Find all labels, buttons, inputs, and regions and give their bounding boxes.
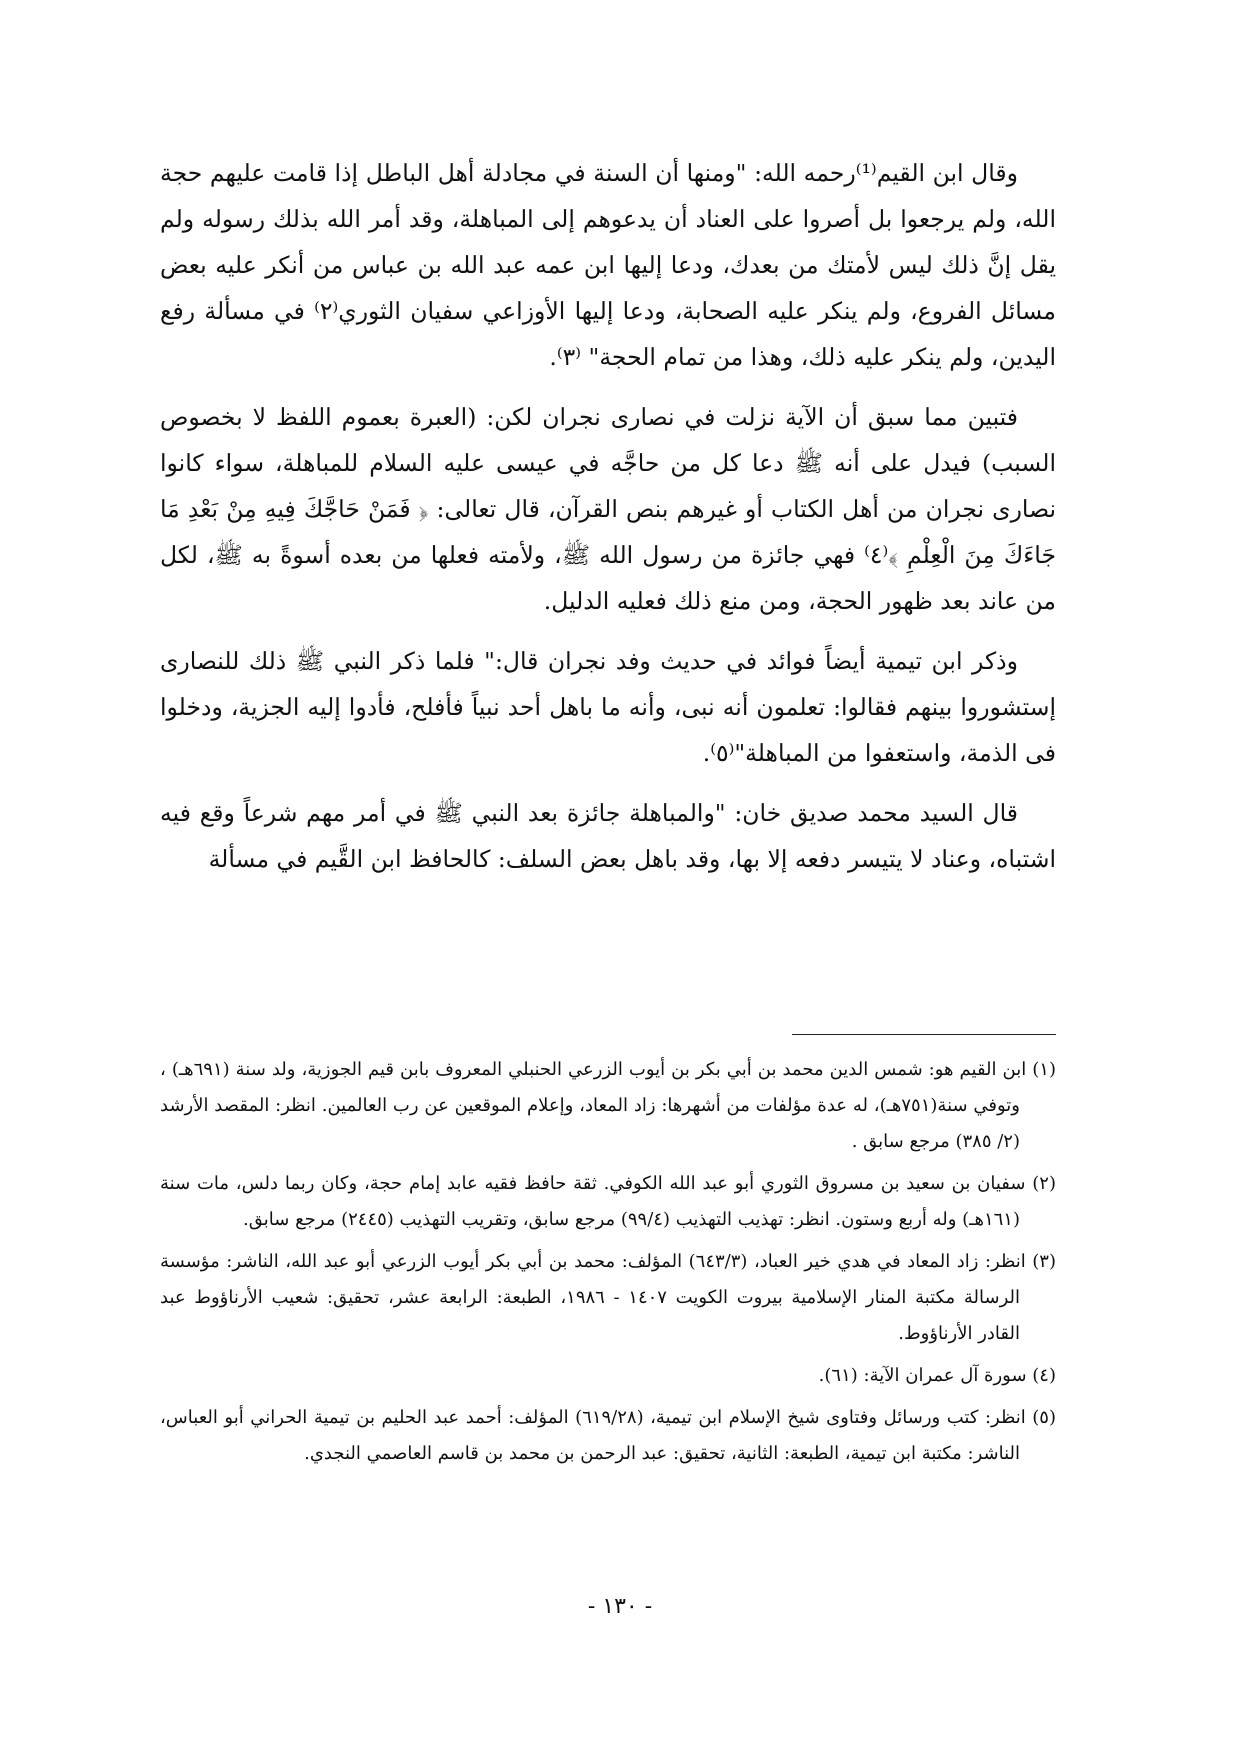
footnote-separator <box>792 1034 1056 1035</box>
main-text <box>160 150 1056 896</box>
footnote: (٤) سورة آل عمران الآية: (٦١). <box>818 1365 1056 1386</box>
paragraph: قال السيد محمد صديق خان: "والمباهلة جائزة بعد النبي ﷺ في أمر مهم شرعاً وقع فيه اشتباه، وعناد لا يتيسر دفعه إلا بها، وقد باهل بعض السلف: كالحافظ ابن القَّيم في مسألة <box>160 799 1056 873</box>
page-number: - ١٣٠ - <box>587 1594 653 1619</box>
footnote: (٢) سفيان بن سعيد بن مسروق الثوري أبو عبد الله الكوفي. ثقة حافظ فقيه عابد إمام حجة، وكان ربما دلس، مات سنة (١٦١هـ) وله أربع وستون. انظر: تهذيب التهذيب (٩٩/٤) مرجع سابق، وتقريب التهذيب (٢٤٤٥) مرجع سابق. <box>160 1173 1056 1230</box>
paragraph: فتبين مما سبق أن الآية نزلت في نصارى نجران لكن: (العبرة بعموم اللفظ لا بخصوص السبب) فيدل على أنه ﷺ دعا كل من حاجَّه في عيسى عليه السلام للمباهلة، سواء كانوا نصارى نجران من أهل الكتاب أو غيرهم بنص القرآن، قال تعالى: ﴿ فَمَنْ حَاجَّكَ فِيهِ مِنْ بَعْدِ مَا جَاءَكَ مِنَ الْعِلْمِ ﴾⁽٤⁾ فهي جائزة من رسول الله ﷺ، ولأمته فعلها من بعده أسوةً به ﷺ، لكل من عاند بعد ظهور الحجة، ومن منع ذلك فعليه الدليل. <box>160 403 1056 615</box>
footnote: (١) ابن القيم هو: شمس الدين محمد بن أبي بكر بن أيوب الزرعي الحنبلي المعروف بابن قيم الجوزية، ولد سنة (٦٩١هـ) ، وتوفي سنة(٧٥١هـ)، له عدة مؤلفات من أشهرها: زاد المعاد، وإعلام الموقعين عن رب العالمين. انظر: المقصد الأرشد (٢/ ٣٨٥) مرجع سابق . <box>160 1059 1056 1152</box>
paragraph: وقال ابن القيم⁽¹⁾رحمه الله: "ومنها أن السنة في مجادلة أهل الباطل إذا قامت عليهم حجة الله، ولم يرجعوا بل أصروا على العناد أن يدعوهم إلى المباهلة، وقد أمر الله بذلك رسوله ولم يقل إنَّ ذلك ليس لأمتك من بعدك، ودعا إليها ابن عمه عبد الله بن عباس من أنكر عليه بعض مسائل الفروع، ولم ينكر عليه الصحابة، ودعا إليها الأوزاعي سفيان الثوري⁽٢⁾ في مسألة رفع اليدين، ولم ينكر عليه ذلك، وهذا من تمام الحجة" ⁽٣⁾. <box>160 159 1056 371</box>
footnote: (٣) انظر: زاد المعاد في هدي خير العباد، (٦٤٣/٣) المؤلف: محمد بن أبي بكر أيوب الزرعي أبو عبد الله، الناشر: مؤسسة الرسالة مكتبة المنار الإسلامية بيروت الكويت ١٤٠٧ - ١٩٨٦، الطبعة: الرابعة عشر، تحقيق: شعيب الأرناؤوط عبد القادر الأرناؤوط. <box>160 1251 1056 1344</box>
footnote: (٥) انظر: كتب ورسائل وفتاوى شيخ الإسلام ابن تيمية، (٦١٩/٢٨) المؤلف: أحمد عبد الحليم بن تيمية الحراني أبو العباس، الناشر: مكتبة ابن تيمية، الطبعة: الثانية، تحقيق: عبد الرحمن بن محمد بن قاسم العاصمي النجدي. <box>160 1407 1056 1464</box>
paragraph: وذكر ابن تيمية أيضاً فوائد في حديث وفد نجران قال:" فلما ذكر النبي ﷺ ذلك للنصارى إستشوروا بينهم فقالوا: تعلمون أنه نبى، وأنه ما باهل أحد نبياً فأفلح، فأدوا إليه الجزية، ودخلوا فى الذمة، واستعفوا من المباهلة"⁽٥⁾. <box>160 647 1056 767</box>
footnotes <box>160 1052 1056 1478</box>
